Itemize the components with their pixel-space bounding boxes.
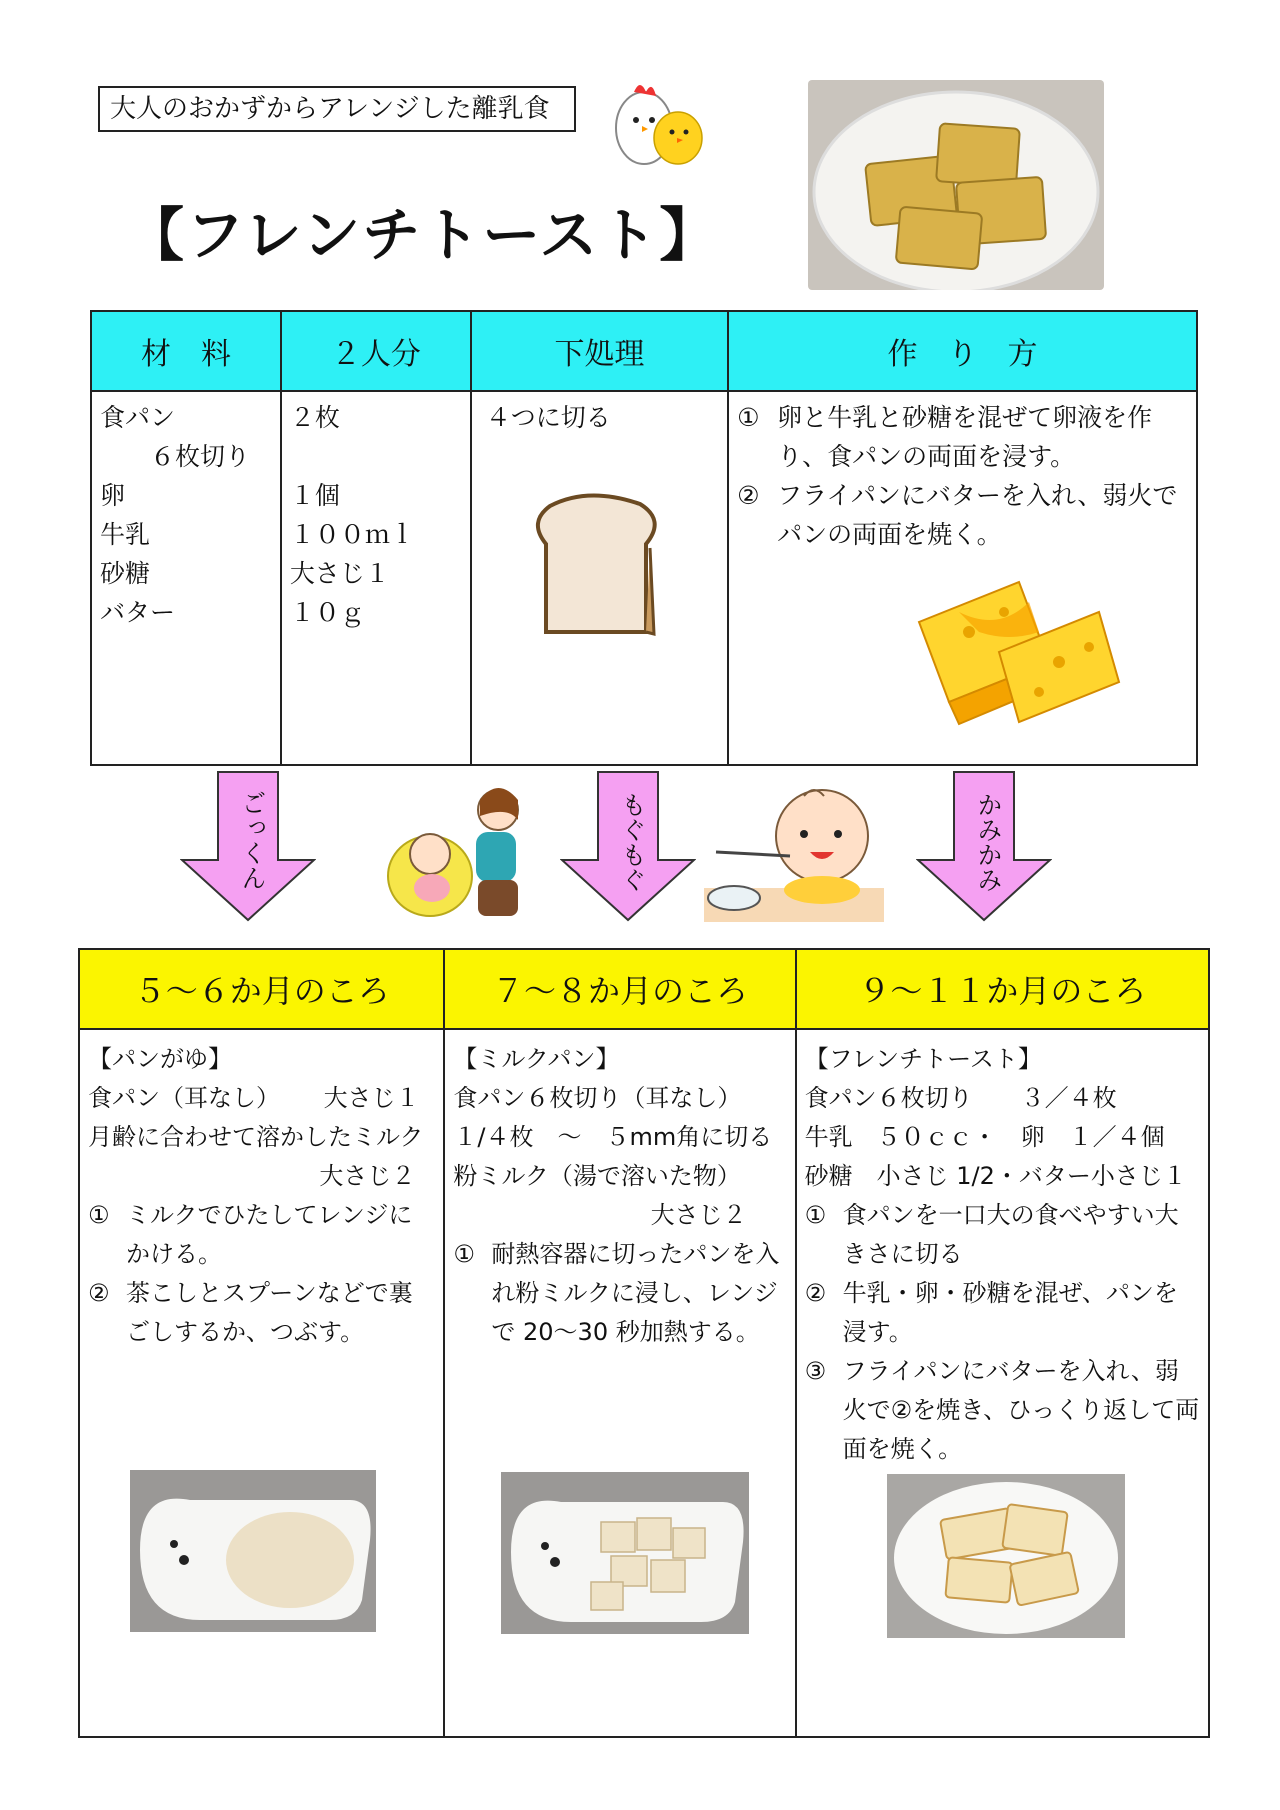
stage-cell-7-8 bbox=[444, 1029, 795, 1737]
milk-pan-photo bbox=[501, 1472, 749, 1634]
ingredient: 砂糖 bbox=[100, 559, 151, 588]
ingredient-line: １/４枚 ～ ５mm角に切る bbox=[453, 1123, 773, 1151]
amount: １０ｇ bbox=[289, 598, 365, 627]
stage-header-7-8: ７～８か月のころ bbox=[444, 949, 795, 1029]
ingredient: 卵 bbox=[100, 481, 126, 510]
header-method: 作 り 方 bbox=[728, 311, 1197, 391]
ingredient-amount: 大さじ２ bbox=[319, 1162, 416, 1190]
stage-step: ① 食パンを一口大の食べやすい大きさに切る bbox=[804, 1201, 1179, 1268]
amount: １個 bbox=[289, 481, 340, 510]
ingredient-amount: 大さじ２ bbox=[650, 1201, 747, 1229]
method-cell bbox=[728, 391, 1197, 765]
baby-eating-illustration bbox=[704, 782, 884, 922]
stage-step: ① 耐熱容器に切ったパンを入れ粉ミルクに浸し、レンジで 20～30 秒加熱する。 bbox=[453, 1240, 780, 1346]
ingredient-line: 食パン６枚切り ３／４枚 bbox=[804, 1084, 1117, 1112]
amount bbox=[290, 437, 462, 476]
amount: ２枚 bbox=[289, 403, 340, 432]
arrow-label-gokkun: ごっくん bbox=[238, 790, 267, 890]
ingredient-line: 粉ミルク（湯で溶いた物） bbox=[453, 1162, 741, 1190]
method-step: ② フライパンにバターを入れ、弱火でパンの両面を焼く。 bbox=[737, 481, 1178, 549]
pan-gayu-photo bbox=[130, 1470, 376, 1632]
bread-illustration bbox=[528, 492, 668, 642]
ingredient: 食パン bbox=[100, 403, 176, 432]
stage-header-5-6: ５～６か月のころ bbox=[79, 949, 444, 1029]
stage-step: ② 茶こしとスプーンなどで裏ごしするか、つぶす。 bbox=[88, 1279, 413, 1346]
subtitle: 大人のおかずからアレンジした離乳食 bbox=[110, 94, 550, 124]
dish-name: 【ミルクパン】 bbox=[453, 1045, 620, 1073]
dish-name: 【フレンチトースト】 bbox=[804, 1045, 1042, 1073]
prep-text: ４つに切る bbox=[485, 403, 611, 432]
amount: 大さじ１ bbox=[289, 559, 390, 588]
prep-cell bbox=[471, 391, 728, 765]
ingredient-line: 食パン６枚切り（耳なし） bbox=[453, 1084, 742, 1112]
stage-step: ① ミルクでひたしてレンジにかける。 bbox=[88, 1201, 413, 1268]
mother-feeding-illustration bbox=[380, 776, 530, 926]
page-title: 【フレンチトースト】 bbox=[126, 201, 720, 269]
french-toast-illustration bbox=[909, 552, 1129, 732]
header-servings: ２人分 bbox=[281, 311, 471, 391]
french-toast-photo bbox=[808, 80, 1104, 290]
ingredient: ６枚切り bbox=[100, 442, 251, 471]
recipe-table bbox=[90, 310, 1198, 766]
header-prep: 下処理 bbox=[471, 311, 728, 391]
stages-table bbox=[78, 948, 1210, 1738]
amount: １００ｍｌ bbox=[289, 520, 415, 549]
dish-name: 【パンがゆ】 bbox=[88, 1045, 232, 1073]
ingredient-line: 牛乳 ５０ｃｃ・ 卵 １／４個 bbox=[804, 1123, 1165, 1151]
baby-french-toast-photo bbox=[887, 1474, 1125, 1638]
method-step: ① 卵と牛乳と砂糖を混ぜて卵液を作り、食パンの両面を浸す。 bbox=[737, 403, 1153, 471]
stage-step: ③ フライパンにバターを入れ、弱火で②を焼き、ひっくり返して両面を焼く。 bbox=[804, 1357, 1200, 1463]
amounts-cell bbox=[281, 391, 471, 765]
ingredient-line: 月齢に合わせて溶かしたミルク bbox=[88, 1123, 424, 1151]
arrow-label-kamikami: かみかみ bbox=[974, 792, 1003, 892]
ingredient-line: 食パン（耳なし） 大さじ１ bbox=[88, 1084, 420, 1112]
subtitle-box bbox=[98, 86, 576, 132]
stage-step: ② 牛乳・卵・砂糖を混ぜ、パンを浸す。 bbox=[804, 1279, 1178, 1346]
arrow-label-mogumogu: もぐもぐ bbox=[618, 792, 647, 892]
stage-header-9-11: ９～１１か月のころ bbox=[796, 949, 1209, 1029]
ingredients-cell bbox=[91, 391, 281, 765]
ingredient: 牛乳 bbox=[100, 520, 151, 549]
ingredient: バター bbox=[100, 598, 176, 627]
stage-cell-5-6 bbox=[79, 1029, 444, 1737]
chick-illustration bbox=[606, 76, 706, 172]
header-ingredients: 材 料 bbox=[91, 311, 281, 391]
stage-cell-9-11 bbox=[796, 1029, 1209, 1737]
ingredient-line: 砂糖 小さじ 1/2・バター小さじ１ bbox=[804, 1162, 1187, 1190]
